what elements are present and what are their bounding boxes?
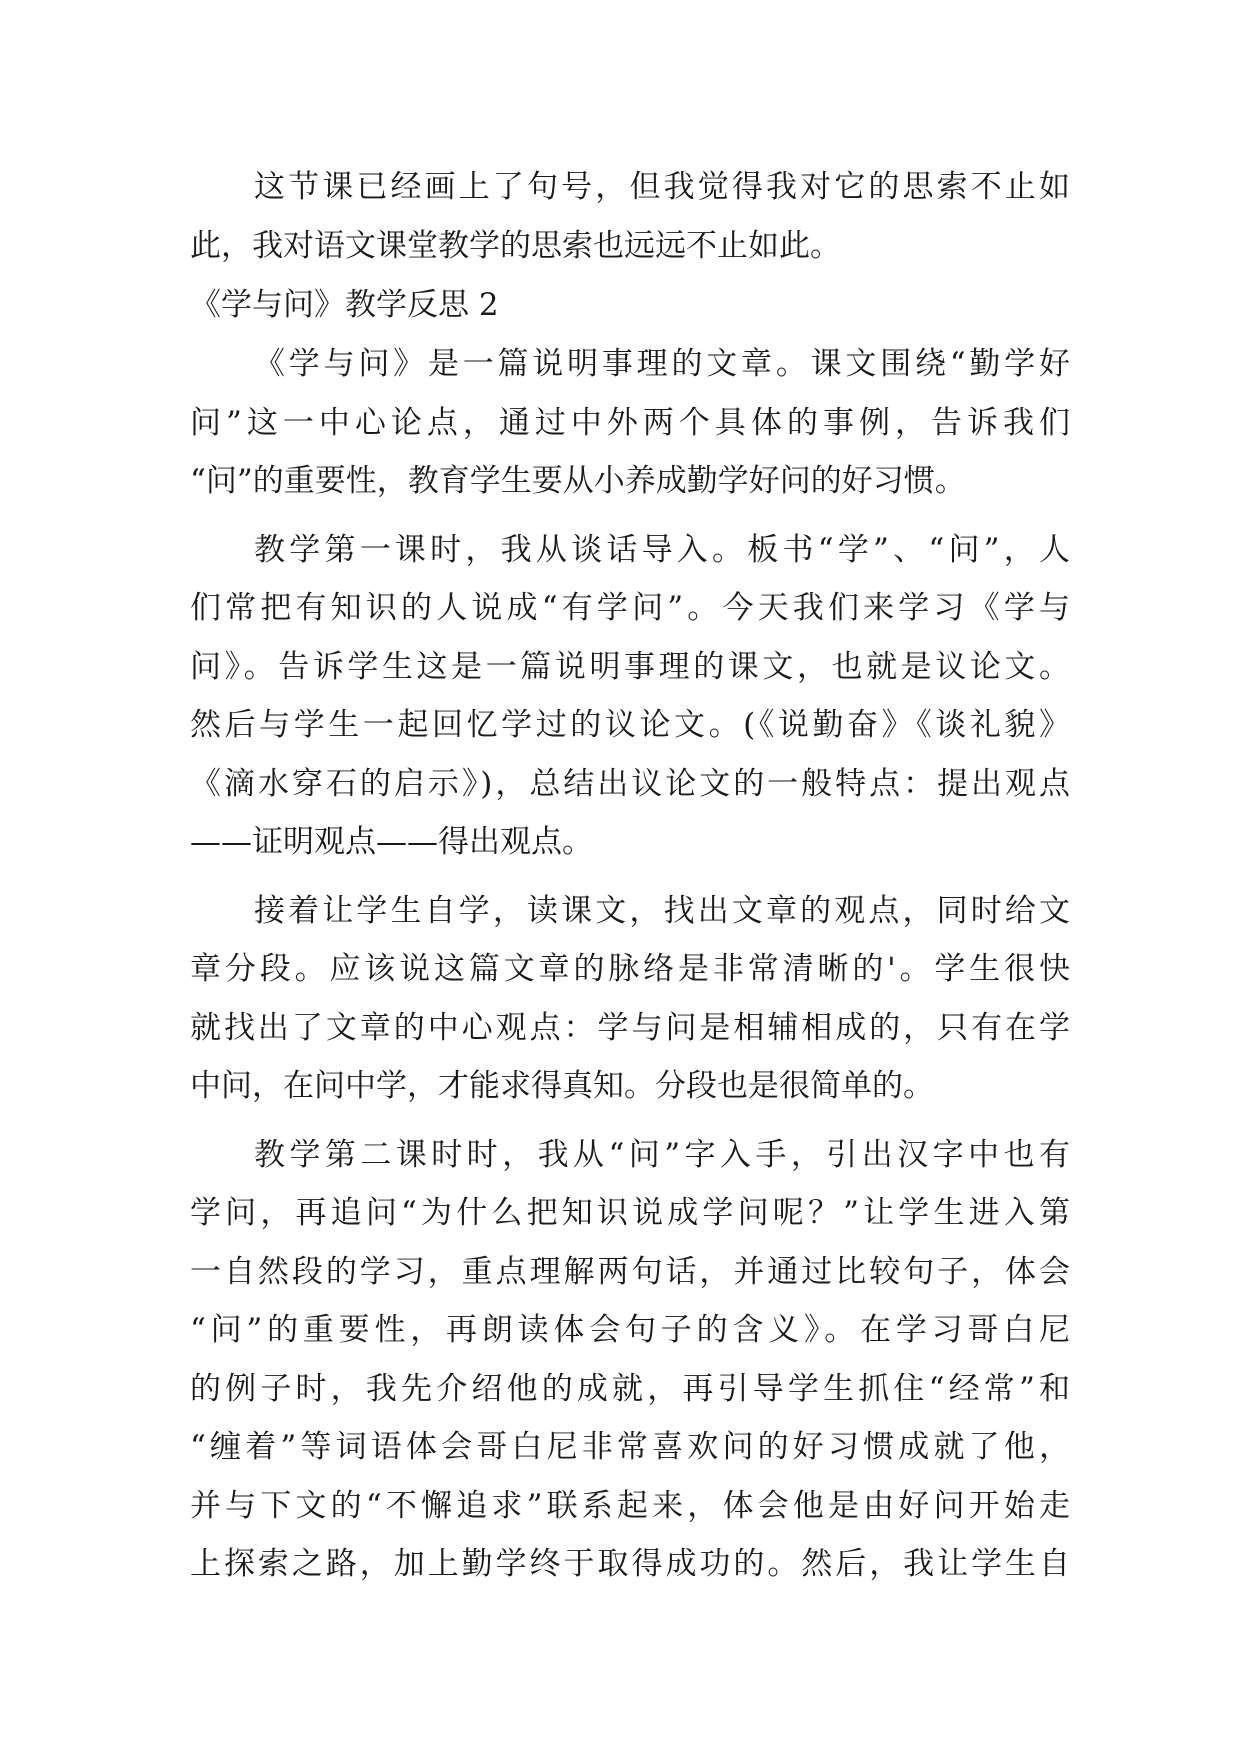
text-line: “问”的重要性，教育学生要从小养成勤学好问的好习惯。 [190,463,966,499]
text-line: 《学与问》是一篇说明事理的文章。课文围绕“勤学好 [254,346,1070,382]
text-line: “问”的重要性，再朗读体会句子的含义》。在学习哥白尼 [190,1312,1070,1348]
text-line: 这节课已经画上了句号，但我觉得我对它的思索不止如 [254,169,1070,205]
text-line: 学问，再追问“为什么把知识说成学问呢？”让学生进入第 [190,1195,1070,1231]
text-line: 《滴水穿石的启示》)，总结出议论文的一般特点：提出观点 [190,765,1070,802]
text-line: 教学第二课时时，我从“问”字入手，引出汉字中也有 [254,1136,1070,1173]
text-line: 并与下文的“不懈追求”联系起来，体会他是由好问开始走 [190,1487,1070,1524]
text-line: 此，我对语文课堂教学的思索也远远不止如此。 [190,227,841,264]
text-line: 的例子时，我先介绍他的成就，再引导学生抓住“经常”和 [190,1370,1070,1407]
document-body [190,158,1070,1594]
heading-text: 《学与问》教学反思 2 [190,287,499,323]
text-line: 章分段。应该说这篇文章的脉络是非常清晰的'。学生很快 [190,951,1070,987]
text-line: 们常把有知识的人说成“有学问”。今天我们来学习《学与 [190,590,1070,626]
text-line: 中问，在问中学，才能求得真知。分段也是很简单的。 [190,1068,934,1104]
text-line: 教学第一课时，我从谈话导入。板书“学”、“问”，人 [254,531,1070,568]
paragraph-self-study [190,882,1070,1116]
text-line: ——证明观点——得出观点。 [190,824,593,860]
text-line: 一自然段的学习，重点理解两句话，并通过比较句子，体会 [190,1253,1070,1290]
text-line: “缠着”等词语体会哥白尼非常喜欢问的好习惯成就了他， [190,1429,1070,1465]
text-line: 问”这一中心论点，通过中外两个具体的事例，告诉我们 [190,404,1070,441]
text-line: 接着让学生自学，读课文，找出文章的观点，同时给文 [254,892,1070,929]
text-line: 然后与学生一起回忆学过的议论文。(《说勤奋》《谈礼貌》 [190,707,1070,743]
paragraph-first-lesson [190,521,1070,872]
text-line: 问》。告诉学生这是一篇说明事理的课文，也就是议论文。 [190,648,1070,685]
section-heading [190,275,1070,335]
text-line: 上探索之路，加上勤学终于取得成功的。然后，我让学生自 [190,1546,1070,1582]
paragraph-conclusion [190,158,1070,275]
text-line: 就找出了文章的中心观点：学与问是相辅相成的，只有在学 [190,1009,1070,1046]
paragraph-intro [190,335,1070,511]
paragraph-second-lesson [190,1126,1070,1594]
